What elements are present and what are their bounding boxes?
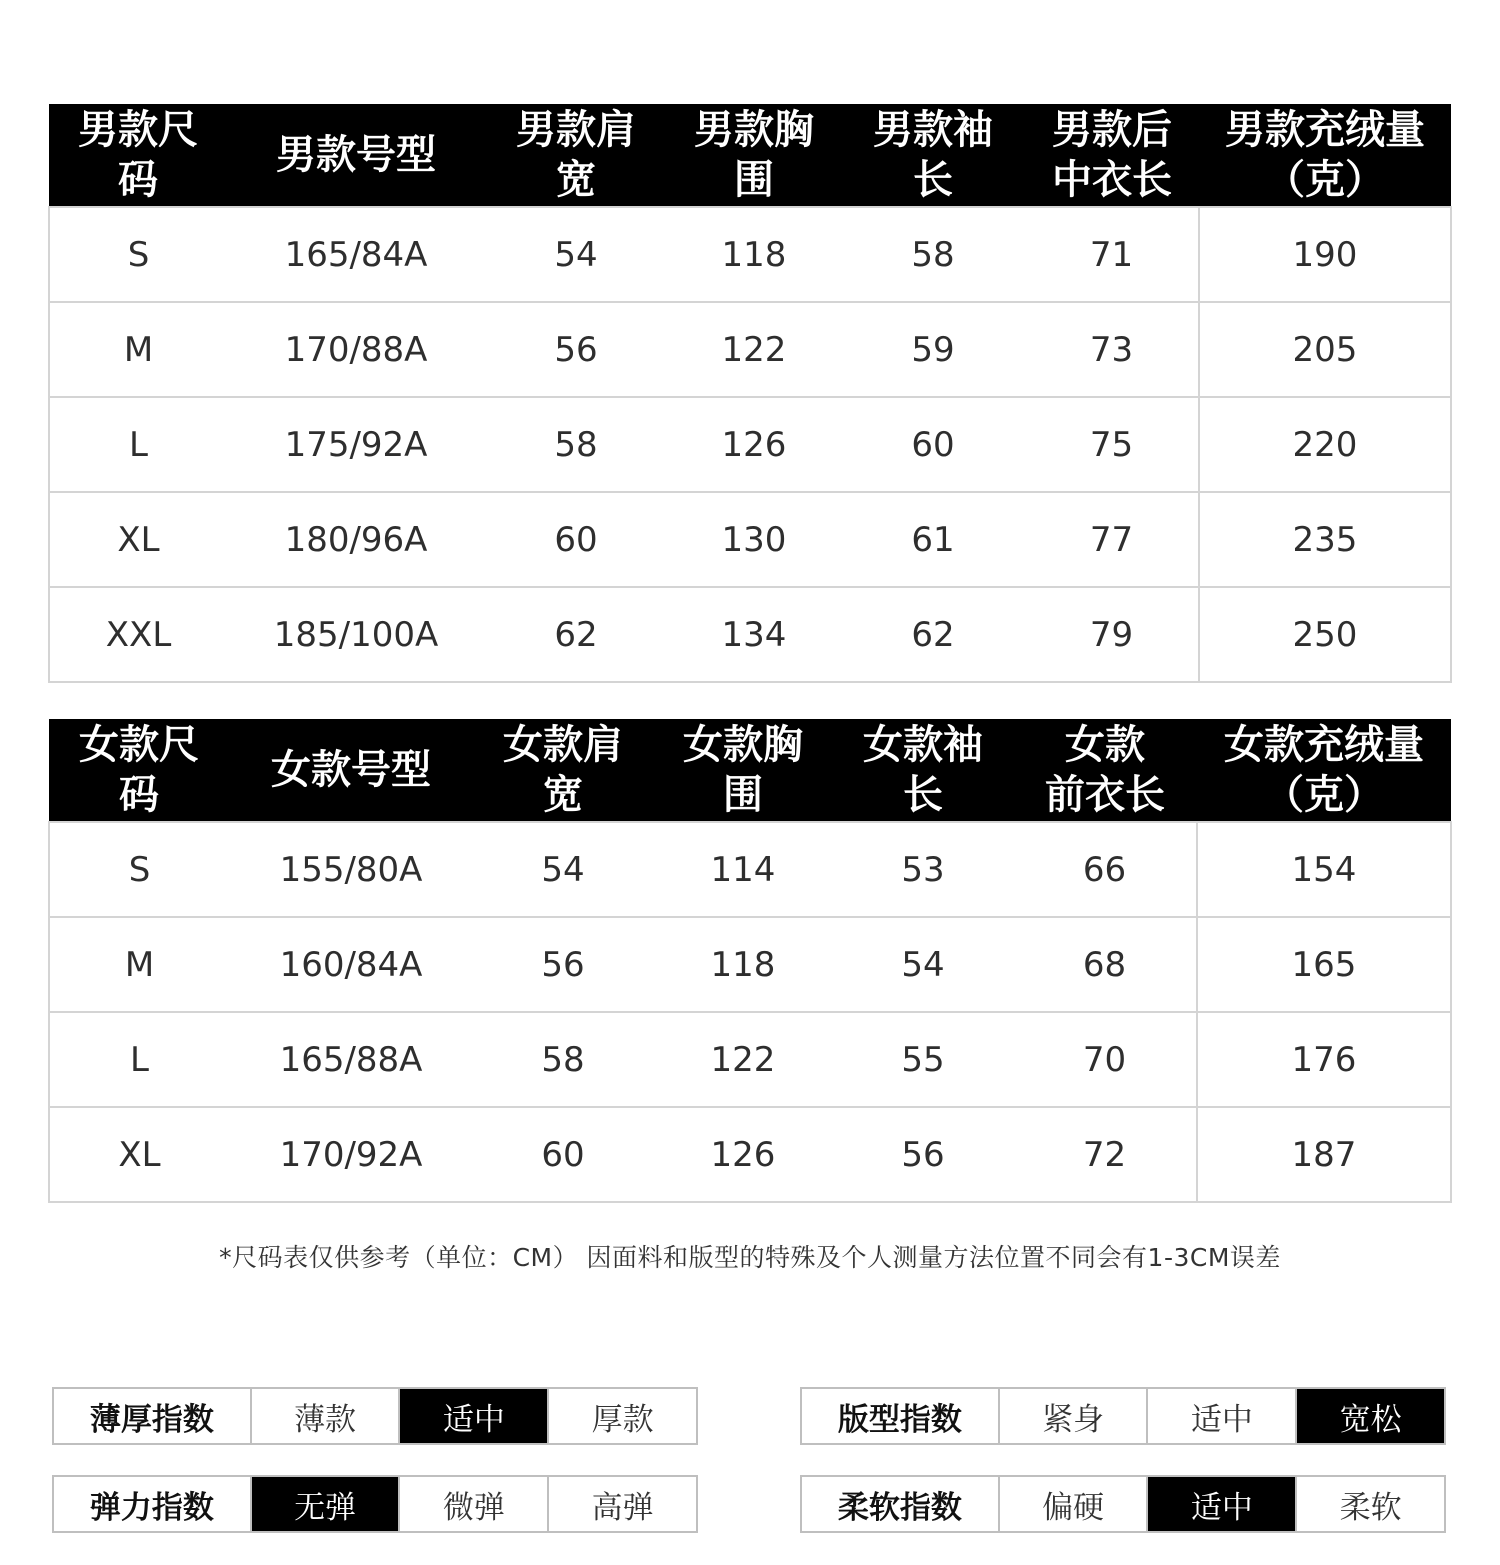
index-option: 紧身 [998, 1389, 1147, 1443]
table-cell: 122 [653, 1012, 833, 1107]
men-table-header-cell: 男款肩 宽 [485, 104, 667, 207]
women-table-header-cell: 女款胸 围 [653, 719, 833, 822]
table-cell: 176 [1197, 1012, 1451, 1107]
index-label: 弹力指数 [89, 1489, 214, 1526]
table-cell: 62 [841, 587, 1025, 682]
table-cell: 185/100A [227, 587, 485, 682]
fit-index-bar [800, 1387, 1446, 1445]
table-cell: 59 [841, 302, 1025, 397]
table-row [49, 1107, 1451, 1202]
table-cell: 165/88A [229, 1012, 473, 1107]
index-option-selected: 无弹 [250, 1477, 399, 1531]
men-table-header-cell: 男款后 中衣长 [1025, 104, 1199, 207]
index-label: 薄厚指数 [89, 1401, 214, 1438]
table-cell: 220 [1199, 397, 1451, 492]
table-cell: 53 [833, 822, 1013, 917]
table-cell: 73 [1025, 302, 1199, 397]
size-chart-note: *尺码表仅供参考（单位：CM） 因面料和版型的特殊及个人测量方法位置不同会有1-3CM误差 [219, 1243, 1281, 1272]
table-cell: 122 [667, 302, 841, 397]
women-table-header-cell: 女款尺 码 [49, 719, 229, 822]
table-cell: S [49, 822, 229, 917]
index-option: 柔软 [1295, 1477, 1444, 1531]
table-cell: 58 [485, 397, 667, 492]
table-cell: 118 [667, 207, 841, 302]
softness-index-bar [800, 1475, 1446, 1533]
index-option-selected: 适中 [398, 1389, 547, 1443]
index-option: 偏硬 [998, 1477, 1147, 1531]
table-row [49, 587, 1451, 682]
men-table-body [49, 207, 1451, 682]
table-row [49, 917, 1451, 1012]
table-row [49, 1012, 1451, 1107]
table-cell: 155/80A [229, 822, 473, 917]
table-cell: 66 [1013, 822, 1197, 917]
table-cell: 180/96A [227, 492, 485, 587]
table-cell: 71 [1025, 207, 1199, 302]
women-table-body [49, 822, 1451, 1202]
table-row [49, 207, 1451, 302]
table-cell: 165/84A [227, 207, 485, 302]
table-cell: 170/88A [227, 302, 485, 397]
women-table-header-cell: 女款号型 [229, 719, 473, 822]
table-cell: 54 [485, 207, 667, 302]
table-cell: 170/92A [229, 1107, 473, 1202]
table-cell: 68 [1013, 917, 1197, 1012]
table-cell: 126 [667, 397, 841, 492]
thickness-index-bar [52, 1387, 698, 1445]
index-option: 高弹 [547, 1477, 696, 1531]
table-cell: M [49, 917, 229, 1012]
table-cell: 77 [1025, 492, 1199, 587]
table-cell: 126 [653, 1107, 833, 1202]
index-label: 柔软指数 [837, 1489, 962, 1526]
table-cell: 175/92A [227, 397, 485, 492]
men-table-header-cell: 男款胸 围 [667, 104, 841, 207]
table-cell: 54 [473, 822, 653, 917]
elasticity-index-bar [52, 1475, 698, 1533]
table-cell: 190 [1199, 207, 1451, 302]
table-cell: L [49, 1012, 229, 1107]
women-table-header-cell: 女款肩 宽 [473, 719, 653, 822]
table-cell: 62 [485, 587, 667, 682]
index-option: 微弹 [398, 1477, 547, 1531]
index-option-selected: 适中 [1146, 1477, 1295, 1531]
women-size-table [48, 719, 1452, 1203]
table-cell: XL [49, 1107, 229, 1202]
table-cell: 60 [841, 397, 1025, 492]
table-cell: 58 [473, 1012, 653, 1107]
table-cell: 75 [1025, 397, 1199, 492]
table-cell: 130 [667, 492, 841, 587]
index-label: 版型指数 [837, 1401, 962, 1438]
table-cell: 160/84A [229, 917, 473, 1012]
table-cell: 60 [485, 492, 667, 587]
table-cell: 235 [1199, 492, 1451, 587]
men-table-header-cell: 男款充绒量 （克） [1199, 104, 1451, 207]
table-cell: 79 [1025, 587, 1199, 682]
men-table-header-cell: 男款号型 [227, 104, 485, 207]
table-row [49, 822, 1451, 917]
men-table-header-cell: 男款尺 码 [49, 104, 227, 207]
table-cell: 165 [1197, 917, 1451, 1012]
table-cell: 70 [1013, 1012, 1197, 1107]
index-option: 薄款 [250, 1389, 399, 1443]
table-cell: 56 [833, 1107, 1013, 1202]
table-cell: 54 [833, 917, 1013, 1012]
men-table-header-row [49, 104, 1451, 207]
men-size-table [48, 104, 1452, 683]
table-cell: 72 [1013, 1107, 1197, 1202]
index-option: 适中 [1146, 1389, 1295, 1443]
table-row [49, 397, 1451, 492]
women-table-header-cell: 女款 前衣长 [1013, 719, 1197, 822]
table-cell: 56 [473, 917, 653, 1012]
women-table-header-cell: 女款袖 长 [833, 719, 1013, 822]
table-cell: 154 [1197, 822, 1451, 917]
table-cell: 118 [653, 917, 833, 1012]
table-cell: L [49, 397, 227, 492]
index-option: 厚款 [547, 1389, 696, 1443]
table-cell: 187 [1197, 1107, 1451, 1202]
table-row [49, 302, 1451, 397]
table-cell: 58 [841, 207, 1025, 302]
table-cell: XXL [49, 587, 227, 682]
index-option-selected: 宽松 [1295, 1389, 1444, 1443]
table-cell: 56 [485, 302, 667, 397]
table-cell: S [49, 207, 227, 302]
table-cell: M [49, 302, 227, 397]
table-cell: XL [49, 492, 227, 587]
women-table-header-row [49, 719, 1451, 822]
women-table-header-cell: 女款充绒量 （克） [1197, 719, 1451, 822]
table-cell: 61 [841, 492, 1025, 587]
table-row [49, 492, 1451, 587]
table-cell: 60 [473, 1107, 653, 1202]
table-cell: 55 [833, 1012, 1013, 1107]
table-cell: 134 [667, 587, 841, 682]
men-table-header-cell: 男款袖 长 [841, 104, 1025, 207]
table-cell: 114 [653, 822, 833, 917]
table-cell: 205 [1199, 302, 1451, 397]
table-cell: 250 [1199, 587, 1451, 682]
